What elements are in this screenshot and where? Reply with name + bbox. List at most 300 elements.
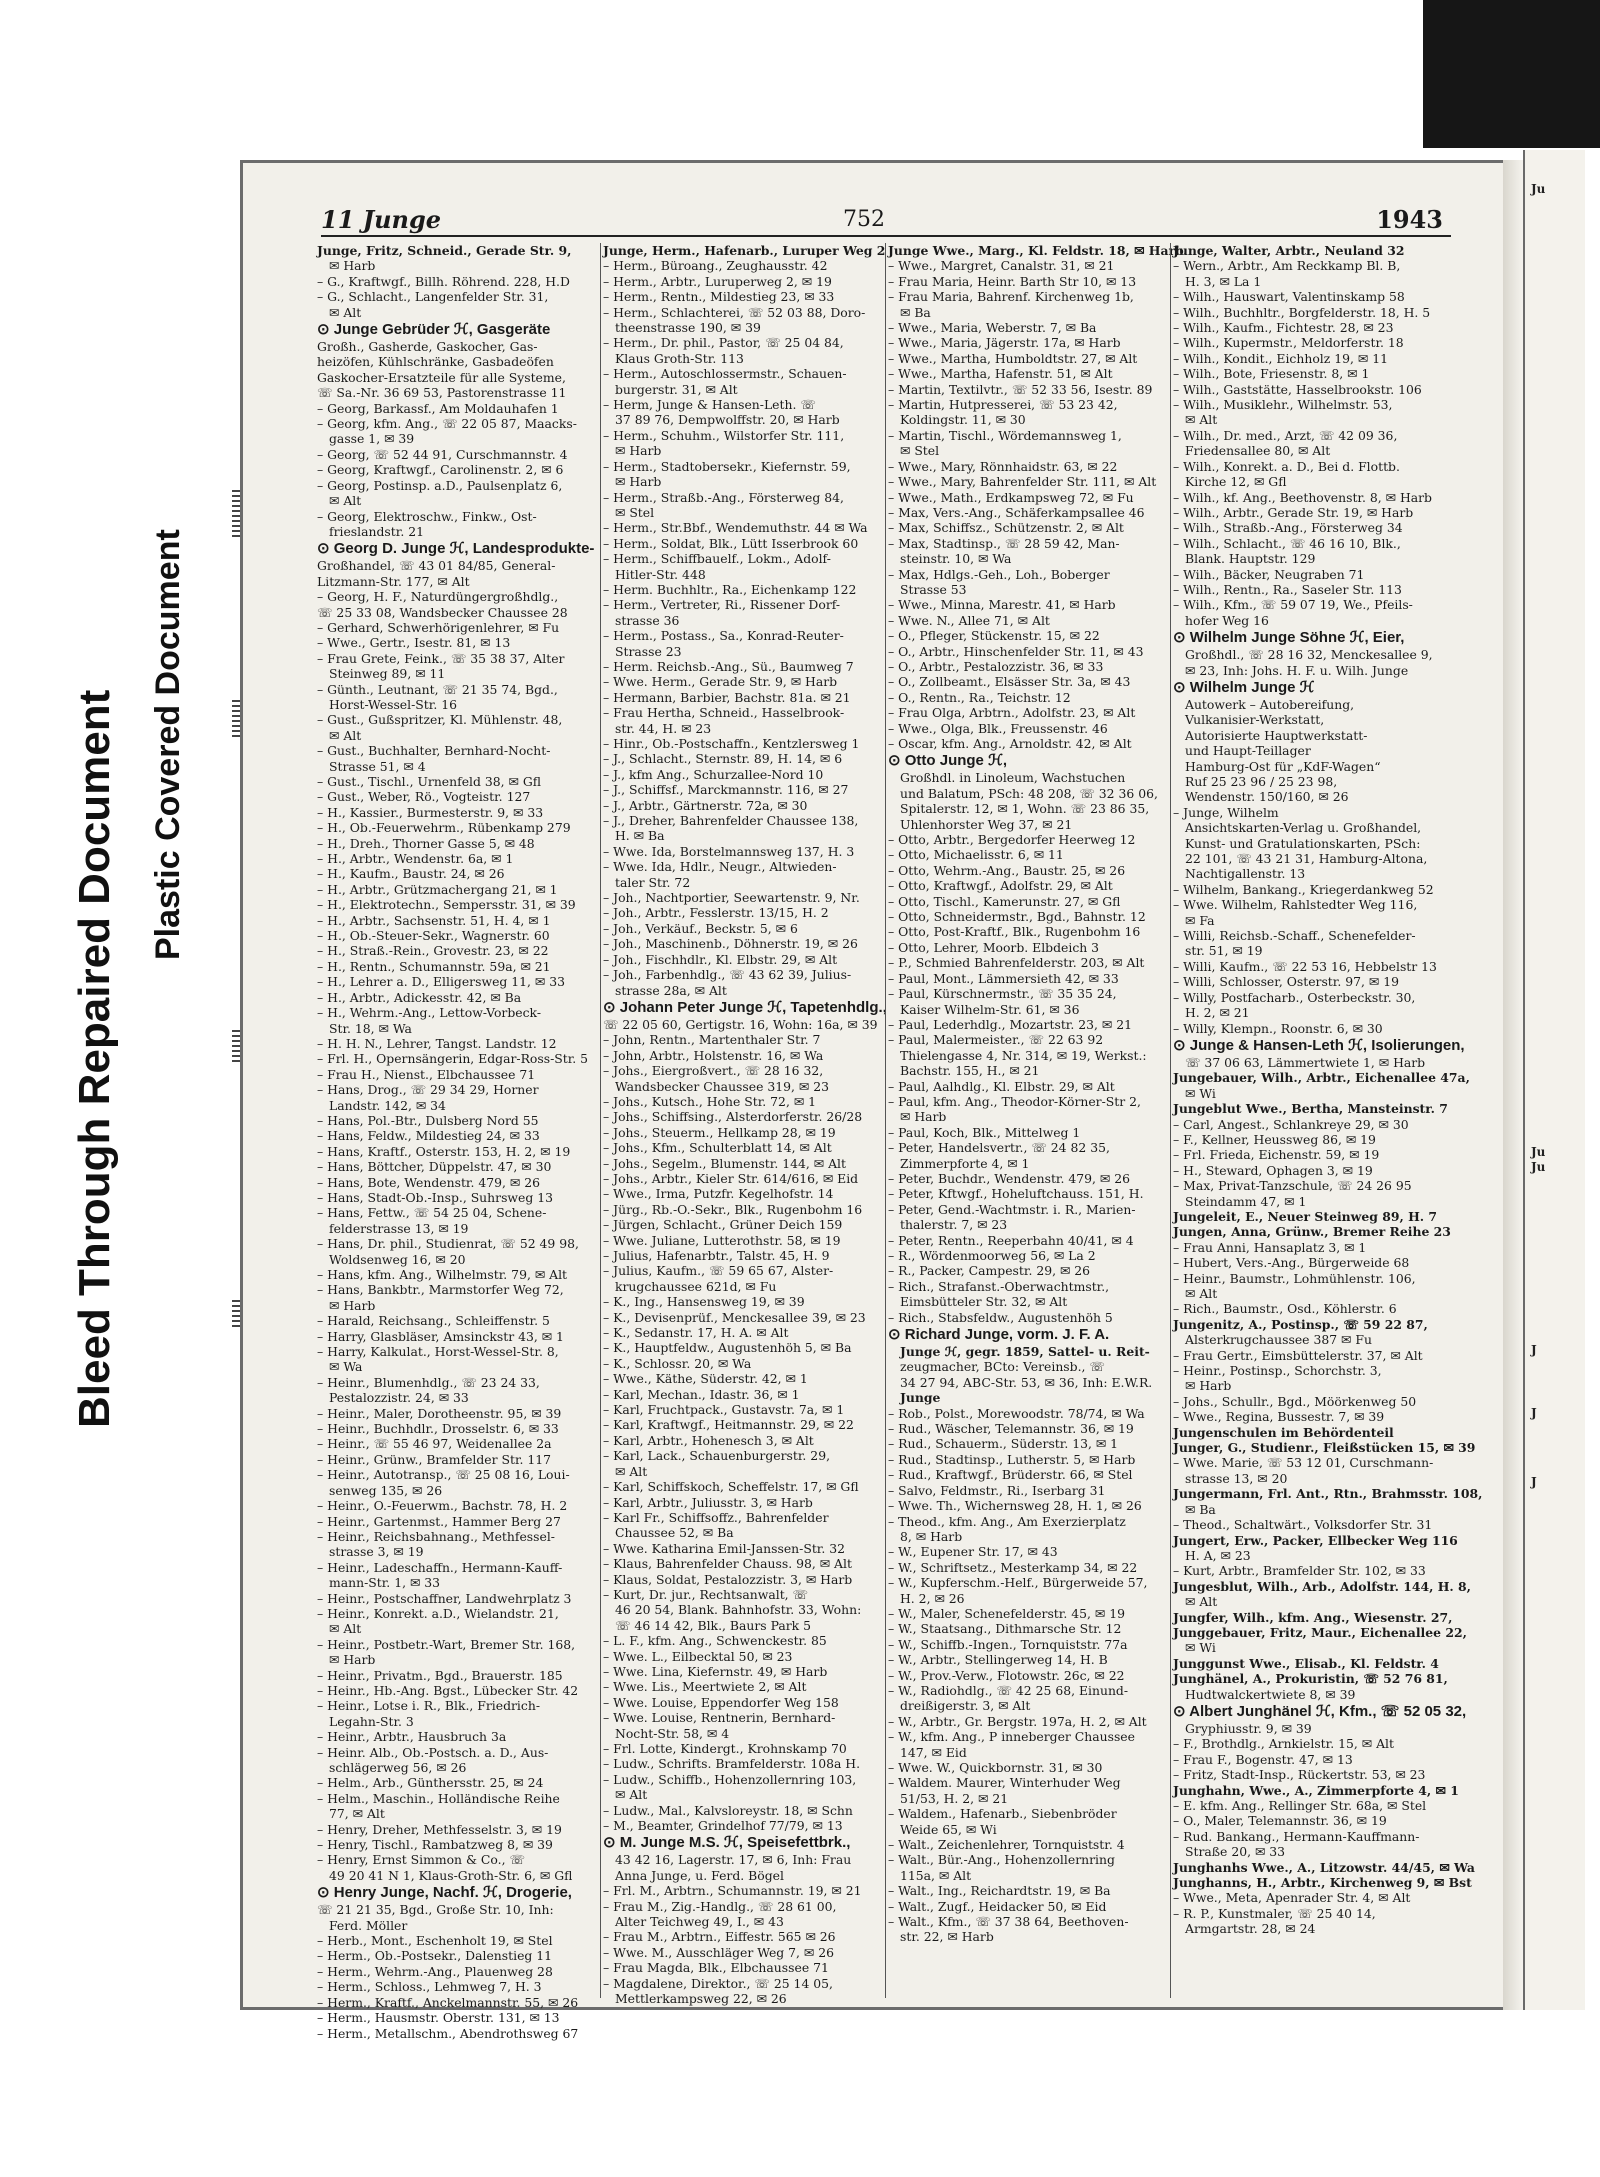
directory-entry: – Heinr., Grünw., Bramfelder Str. 117	[317, 1451, 552, 1467]
directory-entry: ⊙ M. Junge M.S. ℋ, Speisefettbrk.,	[603, 1834, 851, 1852]
directory-entry: ⊙ Wilhelm Junge Söhne ℋ, Eier,	[1173, 629, 1405, 647]
directory-entry: – Otto, Wehrm.-Ang., Baustr. 25, ✉ 26	[888, 862, 1126, 878]
directory-entry: ⊙ Albert Junghänel ℋ, Kfm., ☏ 52 05 32,	[1173, 1702, 1467, 1720]
next-page-fragment: J	[1531, 1475, 1537, 1489]
directory-entry: ✉ Harb	[615, 443, 662, 459]
directory-entry: – Wwe. Herm., Gerade Str. 9, ✉ Harb	[603, 674, 838, 690]
directory-entry: – Frau Maria, Heinr. Barth Str 10, ✉ 13	[888, 273, 1137, 289]
directory-entry: frieslandstr. 21	[329, 523, 424, 539]
directory-entry: – J., Arbtr., Gärtnerstr. 72a, ✉ 30	[603, 797, 808, 813]
directory-entry: – Joh., Verkäuf., Beckstr. 5, ✉ 6	[603, 920, 798, 936]
directory-entry: – Heinr., ☏ 55 46 97, Weidenallee 2a	[317, 1436, 552, 1452]
directory-entry: – Wwe., Maria, Weberstr. 7, ✉ Ba	[888, 320, 1097, 336]
directory-entry: – Kurt, Arbtr., Bramfelder Str. 102, ✉ 33	[1173, 1563, 1426, 1579]
directory-entry: – Wilh., Kaufm., Fichtestr. 28, ✉ 23	[1173, 320, 1394, 336]
directory-entry: – Frl. M., Arbtrn., Schumannstr. 19, ✉ 21	[603, 1883, 862, 1899]
directory-entry: – Willi, Reichsb.-Schaff., Schenefelder-	[1173, 928, 1416, 944]
directory-entry: 37 89 76, Dempwolffstr. 20, ✉ Harb	[615, 412, 840, 428]
next-page-fragment: Ju	[1531, 1145, 1546, 1159]
directory-entry: ✉ Wi	[1185, 1085, 1216, 1101]
directory-entry: – Wwe., Regina, Bussestr. 7, ✉ 39	[1173, 1409, 1385, 1425]
directory-entry: – E. kfm. Ang., Rellinger Str. 68a, ✉ Stel	[1173, 1798, 1427, 1813]
directory-entry: ✉ Alt	[329, 304, 362, 320]
directory-entry: – Frl. H., Opernsängerin, Edgar-Ross-Str. 5	[317, 1051, 589, 1067]
directory-entry: – F., Brothdlg., Arnkielstr. 15, ✉ Alt	[1173, 1736, 1394, 1752]
directory-entry: – Henry, Tischl., Rambatzweg 8, ✉ 39	[317, 1837, 553, 1853]
directory-entry: – Paul, Aalhdlg., Kl. Elbstr. 29, ✉ Alt	[888, 1078, 1115, 1094]
directory-entry: – Wilh., Gaststätte, Hasselbrookstr. 106	[1173, 381, 1422, 397]
directory-entry: – Wwe. Katharina Emil-Janssen-Str. 32	[603, 1540, 845, 1556]
directory-entry: Jungfer, Wilh., kfm. Ang., Wiesenstr. 27,	[1173, 1609, 1453, 1625]
directory-entry: Str. 18, ✉ Wa	[329, 1020, 412, 1036]
directory-entry: – Johs., Schiffsing., Alsterdorferstr. 26/28	[603, 1109, 863, 1125]
directory-entry: – W., kfm. Ang., P inneberger Chaussee	[888, 1729, 1135, 1745]
directory-entry: Landstr. 142, ✉ 34	[329, 1097, 446, 1113]
next-page-fragment: J	[1531, 1343, 1537, 1357]
directory-entry: ⊙ Georg D. Junge ℋ, Landesprodukte-	[317, 540, 595, 558]
directory-entry: Strasse 53	[900, 581, 967, 597]
directory-entry: str. 44, H. ✉ 23	[615, 720, 712, 736]
directory-entry: Strasse 23	[615, 643, 682, 659]
directory-entry: dreißigerstr. 3, ✉ Alt	[900, 1698, 1031, 1714]
directory-entry: senweg 135, ✉ 26	[329, 1482, 443, 1498]
directory-entry: – Gust., Tischl., Urnenfeld 38, ✉ Gfl	[317, 774, 541, 789]
directory-entry: – P., Schmied Bahrenfelderstr. 203, ✉ Alt	[888, 955, 1145, 971]
directory-entry: – Henry, Ernst Simmon & Co., ☏	[317, 1852, 525, 1868]
directory-entry: Junghanhs Wwe., A., Litzowstr. 44/45, ✉ Wa	[1173, 1859, 1475, 1875]
directory-entry: Jungeblut Wwe., Bertha, Mansteinstr. 7	[1173, 1101, 1448, 1117]
directory-entry: – Johs., Schullr., Bgd., Möörkenweg 50	[1173, 1393, 1417, 1409]
directory-entry: strasse 13, ✉ 20	[1185, 1470, 1288, 1486]
directory-entry: – Rich., Stabsfeldw., Augustenhöh 5	[888, 1309, 1113, 1325]
directory-entry: – Rob., Polst., Morewoodstr. 78/74, ✉ Wa	[888, 1405, 1145, 1421]
directory-entry: – Karl, Kraftwgf., Heitmannstr. 29, ✉ 22	[603, 1417, 854, 1433]
directory-entry: – Joh., Fischhdlr., Kl. Elbstr. 29, ✉ Alt	[603, 951, 838, 967]
directory-entry: – Herm., Schloss., Lehmweg 7, H. 3	[317, 1979, 542, 1995]
directory-entry: felderstrasse 13, ✉ 19	[329, 1220, 469, 1236]
directory-entry: Ansichtskarten-Verlag u. Großhandel,	[1185, 820, 1422, 836]
directory-entry: – Willy, Klempn., Roonstr. 6, ✉ 30	[1173, 1020, 1383, 1036]
directory-entry: – Wwe. W., Quickbornstr. 31, ✉ 30	[888, 1760, 1103, 1775]
directory-entry: – Wilh., Konrekt. a. D., Bei d. Flottb.	[1173, 458, 1400, 474]
directory-entry: Spitalerstr. 12, ✉ 1, Wohn. ☏ 23 86 35,	[900, 801, 1150, 817]
directory-page	[240, 160, 1503, 2041]
directory-entry: ✉ Alt	[615, 1787, 648, 1803]
directory-entry: – Gust., Buchhalter, Bernhard-Nocht-	[317, 743, 551, 759]
directory-entry: – Wwe. M., Ausschläger Weg 7, ✉ 26	[603, 1944, 835, 1960]
directory-entry: – Carl, Angest., Schlankreye 29, ✉ 30	[1173, 1116, 1409, 1132]
directory-entry: Woldsenweg 16, ✉ 20	[329, 1251, 466, 1267]
directory-entry: – H., Ob.-Steuer-Sekr., Wagnerstr. 60	[317, 928, 550, 944]
directory-entry: Legahn-Str. 3	[329, 1713, 414, 1729]
directory-entry: Junge, Herm., Hafenarb., Luruper Weg 2	[603, 243, 886, 258]
directory-entry: – K., Devisenprüf., Menckesallee 39, ✉ 23	[603, 1309, 866, 1325]
directory-entry: – Wern., Arbtr., Am Reckkamp Bl. B,	[1173, 258, 1401, 274]
directory-entry: Nocht-Str. 58, ✉ 4	[615, 1725, 730, 1741]
directory-entry: 22 101, ☏ 43 21 31, Hamburg-Altona,	[1185, 851, 1428, 867]
directory-entry: – Otto, Kraftwgf., Adolfstr. 29, ✉ Alt	[888, 878, 1113, 894]
directory-entry: H. 3, ✉ La 1	[1185, 273, 1262, 289]
directory-entry: – F., Kellner, Heussweg 86, ✉ 19	[1173, 1131, 1376, 1147]
directory-entry: – Hans, Böttcher, Düppelstr. 47, ✉ 30	[317, 1159, 552, 1175]
directory-entry: Koldingstr. 11, ✉ 30	[900, 412, 1026, 428]
directory-entry: – Joh., Maschinenb., Döhnerstr. 19, ✉ 26	[603, 936, 858, 952]
directory-entry: – Frl. Frieda, Eichenstr. 59, ✉ 19	[1173, 1147, 1380, 1163]
directory-entry: – Wilh., Bäcker, Neugraben 71	[1173, 566, 1365, 582]
directory-entry: – Herm., Rentn., Mildestieg 23, ✉ 33	[603, 289, 835, 305]
directory-entry: Großhdl. in Linoleum, Wachstuchen	[900, 770, 1126, 786]
directory-entry: strasse 36	[615, 612, 680, 628]
directory-entry: Vulkanisier-Werkstatt,	[1185, 712, 1325, 728]
directory-entry: – Herm., Postass., Sa., Konrad-Reuter-	[603, 628, 844, 644]
directory-entry: ✉ Alt	[329, 493, 362, 509]
directory-entry: – Günth., Leutnant, ☏ 21 35 74, Bgd.,	[317, 681, 558, 697]
directory-entry: – Walt., Kfm., ☏ 37 38 64, Beethoven-	[888, 1914, 1129, 1930]
header-title: 11 Junge	[321, 205, 442, 234]
directory-entry: – Herm., Schlachterei, ☏ 52 03 88, Doro-	[603, 304, 866, 320]
directory-entry: Litzmann-Str. 177, ✉ Alt	[317, 573, 470, 589]
directory-entry: – Peter, Kftwgf., Hoheluftchauss. 151, H.	[888, 1186, 1144, 1202]
directory-entry: – Paul, Malermeister., ☏ 22 63 92	[888, 1032, 1104, 1048]
directory-entry: ☏ 46 14 42, Blk., Baurs Park 5	[615, 1617, 811, 1633]
directory-entry: – Wilh., Kupermstr., Meldorferstr. 18	[1173, 335, 1404, 351]
directory-entry: Weide 65, ✉ Wi	[900, 1821, 997, 1837]
directory-entry: – Hans, Kraftf., Osterstr. 153, H. 2, ✉ 19	[317, 1143, 571, 1159]
directory-entry: schlägerweg 56, ✉ 26	[329, 1760, 467, 1775]
directory-entry: – Hans, kfm. Ang., Wilhelmstr. 79, ✉ Alt	[317, 1267, 568, 1282]
directory-entry: 77, ✉ Alt	[329, 1806, 385, 1822]
directory-entry: ✉ Stel	[900, 443, 940, 459]
directory-entry: – W., Kupferschm.-Helf., Bürgerweide 57,	[888, 1575, 1148, 1591]
directory-entry: Junge, Walter, Arbtr., Neuland 32	[1173, 243, 1405, 258]
directory-entry: Ferd. Möller	[329, 1917, 408, 1933]
directory-entry: – Georg, H. F., Naturdüngergroßhdlg.,	[317, 589, 559, 605]
directory-entry: – K., Sedanstr. 17, H. A. ✉ Alt	[603, 1325, 789, 1341]
directory-entry: Großh., Gasherde, Gaskocher, Gas-	[317, 339, 538, 355]
directory-entry: Jungebauer, Wilh., Arbtr., Eichenallee 47a,	[1173, 1070, 1470, 1086]
directory-entry: – Julius, Hafenarbtr., Talstr. 45, H. 9	[603, 1248, 830, 1263]
directory-entry: – Frau Magda, Blk., Elbchaussee 71	[603, 1960, 829, 1976]
directory-entry: – Peter, Rentn., Reeperbahn 40/41, ✉ 4	[888, 1232, 1134, 1248]
directory-entry: – Herb., Mont., Eschenholt 19, ✉ Stel	[317, 1933, 553, 1949]
directory-entry: – Wwe., Math., Erdkampsweg 72, ✉ Fu	[888, 489, 1134, 505]
directory-entry: – Kurt, Dr. jur., Rechtsanwalt, ☏	[603, 1586, 809, 1602]
directory-entry: – Frau M., Zig.-Handlg., ☏ 28 61 00,	[603, 1898, 837, 1914]
directory-entry: ✉ Harb	[1185, 1378, 1232, 1394]
directory-entry: – Heinr., Buchhdlr., Drosselstr. 6, ✉ 33	[317, 1421, 559, 1437]
directory-entry: – H., Arbtr., Sachsenstr. 51, H. 4, ✉ 1	[317, 912, 551, 928]
directory-entry: – W., Schriftsetz., Mesterkamp 34, ✉ 22	[888, 1559, 1138, 1575]
directory-entry: – Harry, Glasbläser, Amsinckstr 43, ✉ 1	[317, 1328, 564, 1344]
directory-entry: – W., Maler, Schenefelderstr. 45, ✉ 19	[888, 1605, 1125, 1621]
directory-entry: – Paul, Lederhdlg., Mozartstr. 23, ✉ 21	[888, 1016, 1132, 1032]
directory-entry: ✉ Alt	[1185, 412, 1218, 428]
directory-entry: – Walt., Ing., Reichardtstr. 19, ✉ Ba	[888, 1883, 1111, 1899]
directory-entry: – Max, Privat-Tanzschule, ☏ 24 26 95	[1173, 1178, 1412, 1194]
directory-entry: Junge Wwe., Marg., Kl. Feldstr. 18, ✉ Harb	[888, 243, 1184, 258]
page-edge	[1503, 160, 1523, 2010]
directory-entry: 51/53, H. 2, ✉ 21	[900, 1790, 1009, 1806]
directory-entry: Kunst- und Gratulationskarten, PSch:	[1185, 835, 1421, 851]
directory-entry: – Fritz, Stadt-Insp., Rückertstr. 53, ✉ 23	[1173, 1767, 1426, 1783]
directory-entry: – Georg, Elektroschw., Finkw., Ost-	[317, 508, 537, 524]
directory-entry: Mettlerkampsweg 22, ✉ 26	[615, 1991, 787, 2007]
directory-entry: – W., Staatsang., Dithmarsche Str. 12	[888, 1621, 1122, 1637]
directory-entry: – Jürg., Rb.-O.-Sekr., Blk., Rugenbohm 16	[603, 1201, 863, 1217]
directory-entry: theenstrasse 190, ✉ 39	[615, 320, 761, 336]
directory-entry: – H., Rentn., Schumannstr. 59a, ✉ 21	[317, 958, 551, 974]
directory-entry: – Wwe., Irma, Putzfr. Kegelhofstr. 14	[603, 1186, 834, 1202]
directory-entry: – Ludw., Schrifts. Bramfelderstr. 108a H.	[603, 1756, 861, 1772]
directory-entry: Blank. Hauptstr. 129	[1185, 551, 1316, 567]
directory-entry: ✉ Stel	[615, 504, 655, 520]
directory-entry: – H., Lehrer a. D., Elligersweg 11, ✉ 33	[317, 974, 566, 990]
directory-entry: zeugmacher, BCto: Vereinsb., ☏	[900, 1359, 1105, 1375]
directory-entry: – Willi, Kaufm., ☏ 22 53 16, Hebbelstr 13	[1173, 958, 1437, 974]
directory-entry: Chaussee 52, ✉ Ba	[615, 1525, 734, 1541]
directory-entry: – Max, Vers.-Ang., Schäferkampsallee 46	[888, 504, 1145, 520]
directory-entry: 34 27 94, ABC-Str. 53, ✉ 36, Inh: E.W.R.	[900, 1374, 1153, 1390]
directory-entry: – J., Dreher, Bahrenfelder Chaussee 138,	[603, 813, 859, 829]
directory-entry: ☏ Sa.-Nr. 36 69 53, Pastorenstrasse 11	[317, 385, 567, 401]
directory-entry: – Georg, kfm. Ang., ☏ 22 05 87, Maacks-	[317, 416, 577, 432]
directory-entry: – Wilh., Rentn., Ra., Saseler Str. 113	[1173, 581, 1402, 597]
next-page-edge	[1523, 150, 1585, 2010]
directory-entry: ✉ Fa	[1185, 912, 1215, 928]
directory-entry: – Wilh., Musiklehr., Wilhelmstr. 53,	[1173, 397, 1393, 413]
directory-entry: – R., Packer, Campestr. 29, ✉ 26	[888, 1263, 1091, 1279]
directory-entry: – Rud., Wäscher, Telemannstr. 36, ✉ 19	[888, 1421, 1134, 1437]
directory-entry: – Paul, Koch, Blk., Mittelweg 1	[888, 1124, 1081, 1140]
directory-entry: strasse 28a, ✉ Alt	[615, 982, 727, 998]
directory-entry: ⊙ Junge Gebrüder ℋ, Gasgeräte	[317, 321, 551, 339]
directory-entry: – Frl. Lotte, Kindergt., Krohnskamp 70	[603, 1741, 847, 1756]
directory-entry: – Wwe. Ida, Borstelmannsweg 137, H. 3	[603, 843, 855, 859]
directory-entry: – John, Rentn., Martenthaler Str. 7	[603, 1032, 821, 1048]
directory-entry: – Hans, Stadt-Ob.-Insp., Suhrsweg 13	[317, 1189, 553, 1205]
directory-entry: – Hans, Fettw., ☏ 54 25 04, Schene-	[317, 1205, 547, 1221]
directory-entry: – Wwe., Minna, Marestr. 41, ✉ Harb	[888, 597, 1116, 613]
directory-entry: – J., Schiffsf., Marckmannstr. 116, ✉ 27	[603, 782, 849, 798]
directory-entry: – Julius, Kaufm., ☏ 59 65 67, Alster-	[603, 1263, 834, 1279]
directory-entry: 147, ✉ Eid	[900, 1744, 967, 1760]
directory-entry: – Max, Hdlgs.-Geh., Loh., Boberger	[888, 566, 1110, 582]
directory-entry: steinstr. 10, ✉ Wa	[900, 551, 1012, 567]
directory-entry: Gaskocher-Ersatzteile für alle Systeme,	[317, 369, 566, 385]
directory-entry: – Wilh., Bote, Friesenstr. 8, ✉ 1	[1173, 366, 1370, 382]
directory-entry: Junge ℋ, gegr. 1859, Sattel- u. Reit-	[900, 1344, 1150, 1360]
directory-entry: – Hans, Bote, Wendenstr. 479, ✉ 26	[317, 1174, 540, 1190]
directory-entry: ✉ Harb	[615, 474, 662, 490]
directory-entry: Gryphiusstr. 9, ✉ 39	[1185, 1720, 1312, 1736]
directory-entry: 115a, ✉ Alt	[900, 1867, 972, 1883]
directory-entry: – Hans, Dr. phil., Studienrat, ☏ 52 49 98,	[317, 1236, 579, 1252]
directory-entry: – Herm., Vertreter, Ri., Rissener Dorf-	[603, 597, 841, 613]
directory-entry: – H., Arbtr., Adickesstr. 42, ✉ Ba	[317, 989, 522, 1005]
directory-entry: – Wwe., Martha, Hafenstr. 51, ✉ Alt	[888, 366, 1113, 382]
directory-entry: – Wilh., Straßb.-Ang., Försterweg 34	[1173, 520, 1403, 536]
directory-entry: – Harry, Kalkulat., Horst-Wessel-Str. 8,	[317, 1344, 559, 1360]
directory-entry: Alter Teichweg 49, I., ✉ 43	[615, 1914, 784, 1930]
directory-entry: – W., Prov.-Verw., Flotowstr. 26c, ✉ 22	[888, 1667, 1125, 1683]
directory-entry: 43 42 16, Lagerstr. 17, ✉ 6, Inh: Frau	[615, 1852, 852, 1868]
directory-entry: – W., Radiohdlg., ☏ 42 25 68, Einund-	[888, 1682, 1129, 1698]
column-1	[315, 243, 597, 2041]
directory-entry: – Harald, Reichsang., Schleiffenstr. 5	[317, 1313, 550, 1329]
directory-entry: – M., Beamter, Grindelhof 77/79, ✉ 13	[603, 1818, 843, 1834]
directory-entry: – Heinr., Konrekt. a.D., Wielandstr. 21,	[317, 1605, 559, 1621]
plastic-covered-label: Plastic Covered Document	[149, 529, 187, 960]
directory-entry: krugchaussee 621d, ✉ Fu	[615, 1278, 777, 1294]
directory-entry: – W., Arbtr., Gr. Bergstr. 197a, H. 2, ✉ Alt	[888, 1713, 1147, 1729]
directory-entry: – Georg, Barkassf., Am Moldauhafen 1	[317, 400, 559, 416]
directory-entry: Junggebauer, Fritz, Maur., Eichenallee 22,	[1173, 1624, 1467, 1640]
directory-entry: Jungert, Erw., Packer, Ellbecker Weg 116	[1173, 1532, 1458, 1548]
directory-entry: – Martin, Tischl., Wördemannsweg 1,	[888, 427, 1122, 443]
directory-entry: taler Str. 72	[615, 874, 691, 890]
directory-entry: gasse 1, ✉ 39	[329, 431, 415, 447]
directory-entry: – Henry, Dreher, Methfesselstr. 3, ✉ 19	[317, 1821, 562, 1837]
directory-entry: – J., Schlacht., Sternstr. 89, H. 14, ✉ 6	[603, 751, 843, 767]
directory-entry: – Heinr., Postinsp., Schorchstr. 3,	[1173, 1363, 1382, 1379]
directory-entry: Großhandel, ☏ 43 01 84/85, General-	[317, 558, 556, 574]
directory-entry: – Johs., Kfm., Schulterblatt 14, ✉ Alt	[603, 1140, 832, 1156]
directory-entry: – Max, Stadtinsp., ☏ 28 59 42, Man-	[888, 535, 1120, 551]
directory-entry: – Theod., Schaltwärt., Volksdorfer Str. 31	[1173, 1517, 1433, 1533]
directory-entry: – Frau F., Bogenstr. 47, ✉ 13	[1173, 1751, 1353, 1767]
directory-entry: Jungen, Anna, Grünw., Bremer Reihe 23	[1173, 1224, 1451, 1240]
directory-entry: – K., Hauptfeldw., Augustenhöh 5, ✉ Ba	[603, 1340, 852, 1356]
directory-entry: – Klaus, Bahrenfelder Chauss. 98, ✉ Alt	[603, 1556, 852, 1572]
directory-entry: – Wwe. Louise, Eppendorfer Weg 158	[603, 1694, 839, 1710]
directory-entry: – Herm., Hausmstr. Oberstr. 131, ✉ 13	[317, 2010, 560, 2026]
directory-entry: hofer Weg 16	[1185, 612, 1269, 628]
directory-entry: – Junge, Wilhelm	[1173, 804, 1279, 820]
directory-entry: – Joh., Nachtportier, Seewartenstr. 9, Nr.	[603, 890, 860, 906]
directory-entry: – Hermann, Barbier, Bachstr. 81a. ✉ 21	[603, 689, 851, 705]
directory-columns	[315, 243, 1483, 2041]
bleed-through-label: Bleed Through Repaired Document	[70, 689, 119, 1428]
directory-entry: – H., Arbtr., Grützmachergang 21, ✉ 1	[317, 881, 558, 897]
directory-entry: – Theod., kfm. Ang., Am Exerzierplatz	[888, 1513, 1126, 1529]
directory-entry: – Herm., Str.Bbf., Wendemuthstr. 44 ✉ Wa	[603, 520, 868, 536]
directory-entry: – Heinr., Lotse i. R., Blk., Friedrich-	[317, 1698, 541, 1714]
directory-entry: – Wilh., Kondit., Eichholz 19, ✉ 11	[1173, 350, 1388, 366]
directory-entry: ☏ 37 06 63, Lämmertwiete 1, ✉ Harb	[1185, 1054, 1426, 1070]
directory-entry: – G., Kraftwgf., Billh. Röhrend. 228, H.D	[317, 273, 570, 289]
directory-entry: – H., Straß.-Rein., Grovestr. 23, ✉ 22	[317, 943, 549, 959]
directory-entry: – Wwe. L., Eilbecktal 50, ✉ 23	[603, 1648, 793, 1664]
directory-entry: – Waldem., Hafenarb., Siebenbröder	[888, 1806, 1117, 1822]
directory-entry: ✉ Alt	[615, 1463, 648, 1479]
directory-entry: – Willy, Postfacharb., Osterbeckstr. 30,	[1173, 989, 1416, 1005]
directory-entry: – Gust., Gußspritzer, Kl. Mühlenstr. 48,	[317, 712, 563, 728]
page-number: 752	[843, 207, 885, 232]
directory-entry: Kirche 12, ✉ Gfl	[1185, 474, 1287, 490]
directory-entry: – Ludw., Mal., Kalvsloreystr. 18, ✉ Schn	[603, 1802, 853, 1818]
next-page-fragment: Ju	[1531, 182, 1546, 196]
directory-entry: – Wwe. Juliane, Lutterothstr. 58, ✉ 19	[603, 1232, 841, 1248]
directory-entry: – Joh., Arbtr., Fesslerstr. 13/15, H. 2	[603, 905, 829, 921]
column-4	[1170, 243, 1483, 1998]
directory-entry: – Hans, Drog., ☏ 29 34 29, Horner	[317, 1082, 539, 1098]
directory-entry: ☏ 21 21 35, Bgd., Große Str. 10, Inh:	[317, 1902, 554, 1918]
directory-entry: Hamburg-Ost für „KdF-Wagen“	[1185, 758, 1381, 774]
directory-entry: – Klaus, Soldat, Pestalozzistr. 3, ✉ Harb	[603, 1571, 853, 1587]
directory-entry: ✉ Harb	[329, 1297, 376, 1313]
directory-entry: Junge	[900, 1390, 941, 1406]
directory-entry: – Frau M., Arbtrn., Eiffestr. 565 ✉ 26	[603, 1929, 836, 1945]
directory-entry: Hitler-Str. 448	[615, 566, 706, 582]
directory-entry: Uhlenhorster Weg 37, ✉ 21	[900, 816, 1073, 832]
directory-entry: – Wilh., Kfm., ☏ 59 07 19, We., Pfeils-	[1173, 597, 1413, 613]
directory-entry: – Wwe. Lis., Meertwiete 2, ✉ Alt	[603, 1679, 807, 1695]
directory-entry: Hudtwalckertwiete 8, ✉ 39	[1185, 1686, 1356, 1702]
directory-entry: Jungesblut, Wilh., Arb., Adolfstr. 144, H. 8,	[1173, 1578, 1471, 1594]
directory-entry: – Frau H., Nienst., Elbchaussee 71	[317, 1066, 536, 1082]
directory-entry: Eimsbütteler Str. 32, ✉ Alt	[900, 1294, 1068, 1310]
directory-entry: – L. F., kfm. Ang., Schwenckestr. 85	[603, 1633, 827, 1649]
directory-entry: – Wilh., Arbtr., Gerade Str. 19, ✉ Harb	[1173, 504, 1414, 520]
directory-entry: – Walt., Zugf., Heidacker 50, ✉ Eid	[888, 1898, 1107, 1914]
directory-entry: Junghänel, A., Prokuristin, ☏ 52 76 81,	[1173, 1671, 1448, 1687]
directory-entry: – Karl, Arbtr., Hohenesch 3, ✉ Alt	[603, 1432, 814, 1448]
column-2	[600, 243, 887, 2007]
directory-entry: Anna Junge, u. Ferd. Bögel	[615, 1867, 784, 1883]
directory-entry: – Gust., Weber, Rö., Vogteistr. 127	[317, 789, 531, 805]
directory-entry: – Wwe., Maria, Jägerstr. 17a, ✉ Harb	[888, 335, 1121, 351]
directory-entry: thalerstr. 7, ✉ 23	[900, 1217, 1008, 1233]
directory-entry: – Heinr., O.-Feuerwm., Bachstr. 78, H. 2	[317, 1498, 568, 1514]
directory-entry: Großhdl., ☏ 28 16 32, Menckesallee 9,	[1185, 647, 1433, 663]
directory-entry: – Georg, Postinsp. a.D., Paulsenplatz 6,	[317, 477, 563, 493]
directory-entry: Junggunst Wwe., Elisab., Kl. Feldstr. 4	[1173, 1655, 1439, 1671]
directory-entry: ✉ Harb	[900, 1109, 947, 1125]
directory-entry: – Herm., Autoschlossermstr., Schauen-	[603, 366, 847, 382]
directory-entry: Jungenschulen im Behördenteil	[1173, 1424, 1394, 1440]
directory-entry: – Hinr., Ob.-Postschaffn., Kentzlersweg 1	[603, 736, 860, 751]
directory-entry: ✉ Harb	[329, 258, 376, 274]
directory-entry: H. 2, ✉ 21	[1185, 1005, 1250, 1021]
directory-entry: – Wilh., kf. Ang., Beethovenstr. 8, ✉ Harb	[1173, 489, 1432, 505]
directory-entry: – Wilh., Schlacht., ☏ 46 16 10, Blk.,	[1173, 535, 1401, 551]
scan-dark-corner	[1423, 0, 1600, 148]
directory-entry: – Helm., Arb., Günthersstr. 25, ✉ 24	[317, 1775, 544, 1791]
directory-entry: – Wilhelm, Bankang., Kriegerdankweg 52	[1173, 881, 1434, 897]
directory-entry: – Herm., Schiffbauelf., Lokm., Adolf-	[603, 551, 831, 567]
directory-entry: – Hans, Pol.-Btr., Dulsberg Nord 55	[317, 1112, 539, 1128]
directory-entry: – Herm., Wehrm.-Ang., Plauenweg 28	[317, 1963, 553, 1979]
directory-entry: – Herm., Stadtobersekr., Kiefernstr. 59,	[603, 458, 851, 474]
directory-entry: Steindamm 47, ✉ 1	[1185, 1193, 1307, 1209]
directory-entry: – Max, Schiffsz., Schützenstr. 2, ✉ Alt	[888, 520, 1124, 536]
directory-entry: ⊙ Junge & Hansen-Leth ℋ, Isolierungen,	[1173, 1036, 1465, 1054]
directory-entry: – H., Kaufm., Baustr. 24, ✉ 26	[317, 866, 505, 882]
directory-entry: – Heinr., Maler, Dorotheenstr. 95, ✉ 39	[317, 1405, 562, 1421]
directory-entry: – Heinr., Baumstr., Lohmühlenstr. 106,	[1173, 1270, 1416, 1286]
directory-entry: – Helm., Maschin., Holländische Reihe	[317, 1790, 560, 1806]
directory-entry: ⊙ Otto Junge ℋ,	[888, 752, 1008, 770]
directory-entry: – Wwe., Mary, Bahrenfelder Str. 111, ✉ Alt	[888, 474, 1157, 490]
directory-entry: – J., kfm Ang., Schurzallee-Nord 10	[603, 766, 824, 782]
directory-entry: – Frau Gertr., Eimsbüttelerstr. 37, ✉ Alt	[1173, 1347, 1423, 1363]
directory-entry: – H., Steward, Ophagen 3, ✉ 19	[1173, 1162, 1373, 1178]
directory-entry: – O., Arbtr., Pestalozzistr. 36, ✉ 33	[888, 658, 1104, 674]
directory-entry: – Herm., Arbtr., Luruperweg 2, ✉ 19	[603, 273, 832, 289]
directory-entry: – Heinr., Autotransp., ☏ 25 08 16, Loui-	[317, 1467, 570, 1483]
directory-entry: – Herm., Büroang., Zeughausstr. 42	[603, 258, 828, 274]
directory-entry: – Otto, Tischl., Kamerunstr. 27, ✉ Gfl	[888, 893, 1121, 909]
